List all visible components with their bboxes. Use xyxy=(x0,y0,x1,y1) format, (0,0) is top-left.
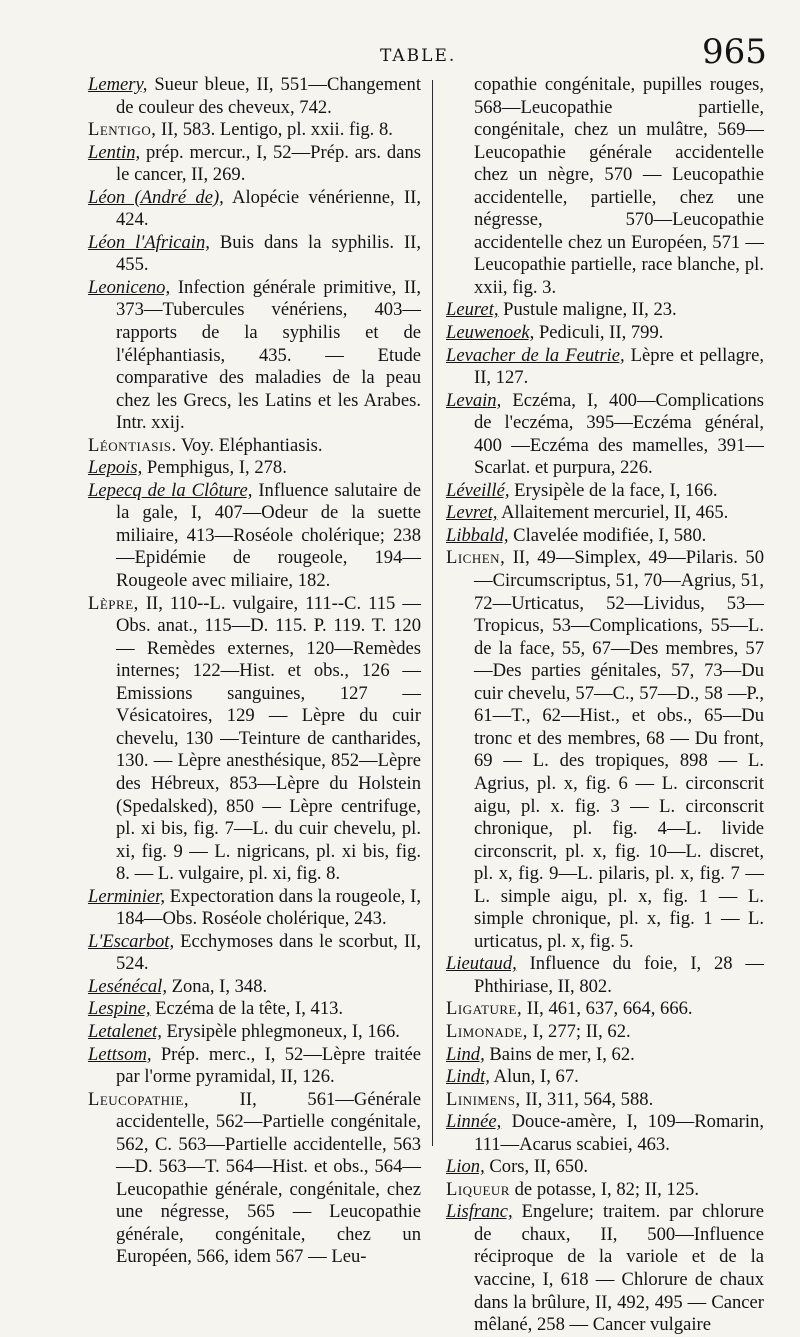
entry-text: Lèpre et pellagre, II, 127. xyxy=(474,344,764,389)
index-entry xyxy=(88,277,421,435)
entry-text: II, 311, 564, 588. xyxy=(520,1088,654,1110)
entry-headword: L'Escarbot, xyxy=(88,930,175,952)
index-entry xyxy=(446,1179,764,1202)
entry-headword: Leuwenoek, xyxy=(446,322,535,344)
entry-text: Infection générale primitive, II, 373—Tubercules vénériens, 403—rapports de la syphilis et de l'éléphantiasis, 435. — Etude comparative des maladies de la peau chez les Grecs, les Latins et les Arabes. Intr. xxij. xyxy=(116,276,421,434)
entry-text: Expectoration dans la rougeole, I, 184—Obs. Roséole cholérique, 243. xyxy=(116,885,421,930)
index-entry xyxy=(88,142,421,187)
index-entry xyxy=(88,232,421,277)
entry-text: Prép. merc., I, 52—Lèpre traitée par l'orme pyramidal, II, 126. xyxy=(116,1043,421,1088)
index-entry xyxy=(88,998,421,1021)
entry-text: II, 583. Lentigo, pl. xxii. fig. 8. xyxy=(156,119,393,141)
entry-text: Douce-amère, I, 109—Romarin, 111—Acarus scabiei, 463. xyxy=(474,1111,764,1155)
index-entry xyxy=(446,1156,764,1179)
entry-text: Allaitement mercuriel, II, 465. xyxy=(497,502,729,524)
entry-headword: Ligature, xyxy=(446,998,523,1020)
entry-text: Influence du foie, I, 28 — Phthiriase, II, 802. xyxy=(474,953,764,997)
entry-headword: Limonade, xyxy=(446,1020,528,1042)
index-entry xyxy=(88,593,421,886)
index-entry xyxy=(446,525,764,548)
index-entry xyxy=(446,547,764,953)
index-entry xyxy=(446,1201,764,1336)
entry-text: Cors, II, 650. xyxy=(484,1156,589,1178)
entry-text: Engelure; traitem. par chlorure de chaux, II, 500—Influence réciproque de la variole et de la vaccine, I, 618 — Chlorure de chaux dans la brûlure, II, 492, 495 — Cancer mêlané, 258 — Cancer vulgaire xyxy=(474,1201,764,1336)
entry-headword: Linimens, xyxy=(446,1088,521,1110)
entry-headword: Léveillé, xyxy=(446,479,510,501)
index-entry xyxy=(446,1111,764,1156)
entry-text: Alopécie vénérienne, II, 424. xyxy=(116,186,421,231)
entry-headword: Lion, xyxy=(446,1156,485,1178)
index-entry xyxy=(446,390,764,480)
entry-headword: Léon (André de), xyxy=(88,186,224,208)
entry-text: II, 561—Générale accidentelle, 562—Partielle congénitale, 562, C. 563—Partielle accidentelle, 563—D. 563—T. 564—Hist. et obs., 564—Leucopathie générale, congénitale, chez une négresse, 565 — Leucopathie générale, congénitale, chez un Européen, 566, idem 567 — Leu- xyxy=(116,1088,421,1268)
entry-text: Pemphigus, I, 278. xyxy=(142,457,287,479)
index-entry xyxy=(446,998,764,1021)
entry-headword: Lind, xyxy=(446,1043,485,1065)
entry-text: Ecchymoses dans le scorbut, II, 524. xyxy=(116,930,421,975)
entry-headword: Letalenet, xyxy=(88,1020,162,1042)
entry-headword: Lerminier, xyxy=(88,885,165,907)
index-entry xyxy=(88,886,421,931)
entry-text: Voy. Eléphantiasis. xyxy=(176,434,323,456)
entry-text: I, 277; II, 62. xyxy=(527,1020,631,1042)
index-entry xyxy=(88,119,421,142)
entry-headword: Leucopathie, xyxy=(88,1088,189,1110)
entry-text: Eczéma, I, 400—Complications de l'eczéma, 395—Eczéma général, 400 —Eczéma des mamelles, 391—Scarlat. et purpura, 226. xyxy=(474,389,764,479)
entry-text: Bains de mer, I, 62. xyxy=(484,1043,635,1065)
index-entry xyxy=(446,1044,764,1067)
entry-text: copathie congénitale, pupilles rouges, 568—Leucopathie partielle, congénitale, chez un mulâtre, 569—Leucopathie générale accidentelle chez un nègre, 570 — Leucopathie accidentelle, partielle, chez une négresse, 570—Leucopathie accidentelle chez un Européen, 571 — Leucopathie partielle, race blanche, pl. xxii, fig. 3. xyxy=(474,74,764,298)
index-entry xyxy=(88,1021,421,1044)
entry-headword: Lieutaud, xyxy=(446,953,517,975)
entry-headword: Léontiasis. xyxy=(88,434,177,456)
page-header xyxy=(0,26,800,76)
index-entry xyxy=(446,480,764,503)
index-entry xyxy=(446,502,764,525)
entry-text: Erysipèle phlegmoneux, I, 166. xyxy=(161,1020,400,1042)
index-entry xyxy=(446,953,764,998)
entry-headword: Lesénécal, xyxy=(88,975,167,997)
entry-headword: Linnée, xyxy=(446,1111,502,1133)
index-entry xyxy=(446,322,764,345)
entry-text: Pediculi, II, 799. xyxy=(534,322,664,344)
index-entry xyxy=(88,931,421,976)
entry-headword: Lepois, xyxy=(88,457,143,479)
index-entry xyxy=(88,187,421,232)
entry-headword: Lisfranc, xyxy=(446,1201,513,1223)
entry-text: Eczéma de la tête, I, 413. xyxy=(150,998,344,1020)
index-entry xyxy=(446,1089,764,1112)
entry-text: Erysipèle de la face, I, 166. xyxy=(509,479,718,501)
index-entry xyxy=(88,1089,421,1269)
entry-headword: Léon l'Africain, xyxy=(88,231,210,253)
index-entry xyxy=(88,976,421,999)
entry-text: Buis dans la syphilis. II, 455. xyxy=(116,231,421,276)
entry-text: Clavelée modifiée, I, 580. xyxy=(508,524,707,546)
page-number: 965 xyxy=(702,32,767,72)
column-divider xyxy=(432,80,433,1146)
index-entry xyxy=(446,1021,764,1044)
entry-headword: Liqueur xyxy=(446,1178,510,1200)
entry-text: II, 49—Simplex, 49—Pilaris. 50—Circumscriptus, 51, 70—Agrius, 51, 72—Urticatus, 52—Lividus, 53—Tropicus, 53—Complications, 55—L. de la face, 55, 67—Des membres, 57—Des parties génitales, 57, 73—Du cuir chevelu, 57—C., 57—D., 58 —P., 61—T., 62—Hist., et obs., 65—Du tronc et des membres, 68 — Du front, 69 — L. des tropiques, 898 — L. Agrius, pl. x, fig. 6 — L. circonscrit aigu, pl. x. fig. 3 — L. circonscrit chronique, pl. fig. 4—L. livide circonscrit, pl. x, fig. 10—L. discret, pl. x, fig. 9—L. pilaris, pl. x, fig. 7 — L. simple aigu, pl. x, fig. 1 — L. simple chronique, pl. x, fig. 1 — L. urticatus, pl. x, fig. 5. xyxy=(474,547,764,952)
entry-text: Zona, I, 348. xyxy=(167,975,268,997)
entry-text: de potasse, I, 82; II, 125. xyxy=(509,1178,699,1200)
left-index-column xyxy=(88,74,421,1269)
entry-text: Sueur bleue, II, 551—Changement de couleur des cheveux, 742. xyxy=(116,74,421,118)
entry-headword: Lespine, xyxy=(88,998,151,1020)
index-entry xyxy=(88,1044,421,1089)
entry-headword: Lentin, xyxy=(88,141,141,163)
index-entry xyxy=(88,480,421,593)
index-entry xyxy=(446,1066,764,1089)
index-entry xyxy=(88,457,421,480)
entry-text: Influence salutaire de la gale, I, 407—Odeur de la suette miliaire, 413—Roséole cholérique; 238 —Epidémie de rougeole, 194—Rougeole avec miliaire, 182. xyxy=(116,479,421,592)
entry-text: II, 110--L. vulgaire, 111--C. 115 — Obs. anat., 115—D. 115. P. 119. T. 120 — Remèdes externes, 120—Remèdes internes; 122—Hist. et obs., 126 — Emissions sanguines, 127 — Vésicatoires, 129 — Lèpre du cuir chevelu, 130 —Teinture de cantharides, 130. — Lèpre anesthésique, 852—Lèpre des Hébreux, 853—Lèpre du Holstein (Spedalsked), 850 — Lèpre centrifuge, pl. xi bis, fig. 7—L. du cuir chevelu, pl. xi, fig. 9 — L. nigricans, pl. xi bis, fig. 8. — L. vulgaire, pl. xi, fig. 8. xyxy=(116,592,421,885)
entry-headword: Levacher de la Feutrie, xyxy=(446,344,625,366)
running-title: TABLE. xyxy=(380,46,457,66)
entry-headword: Lindt, xyxy=(446,1066,490,1088)
entry-text: Pustule maligne, II, 23. xyxy=(498,299,677,321)
index-entry xyxy=(446,345,764,390)
index-entry xyxy=(88,74,421,119)
entry-headword: Leuret, xyxy=(446,299,499,321)
entry-headword: Lentigo, xyxy=(88,119,157,141)
entry-text: prép. mercur., I, 52—Prép. ars. dans le cancer, II, 269. xyxy=(116,141,421,186)
entry-headword: Libbald, xyxy=(446,524,509,546)
index-entry xyxy=(446,299,764,322)
right-index-column xyxy=(446,74,764,1337)
entry-headword: Lemery, xyxy=(88,74,148,95)
entry-headword: Lepecq de la Clôture, xyxy=(88,479,253,501)
index-entry xyxy=(88,435,421,458)
entry-text: Alun, I, 67. xyxy=(489,1066,579,1088)
entry-headword: Lichen, xyxy=(446,547,506,569)
entry-headword: Levret, xyxy=(446,502,498,524)
index-entry xyxy=(446,74,764,299)
entry-headword: Lèpre, xyxy=(88,592,139,614)
entry-text: II, 461, 637, 664, 666. xyxy=(522,998,693,1020)
entry-headword: Levain, xyxy=(446,389,502,411)
entry-headword: Leoniceno, xyxy=(88,276,171,298)
entry-headword: Lettsom, xyxy=(88,1043,152,1065)
